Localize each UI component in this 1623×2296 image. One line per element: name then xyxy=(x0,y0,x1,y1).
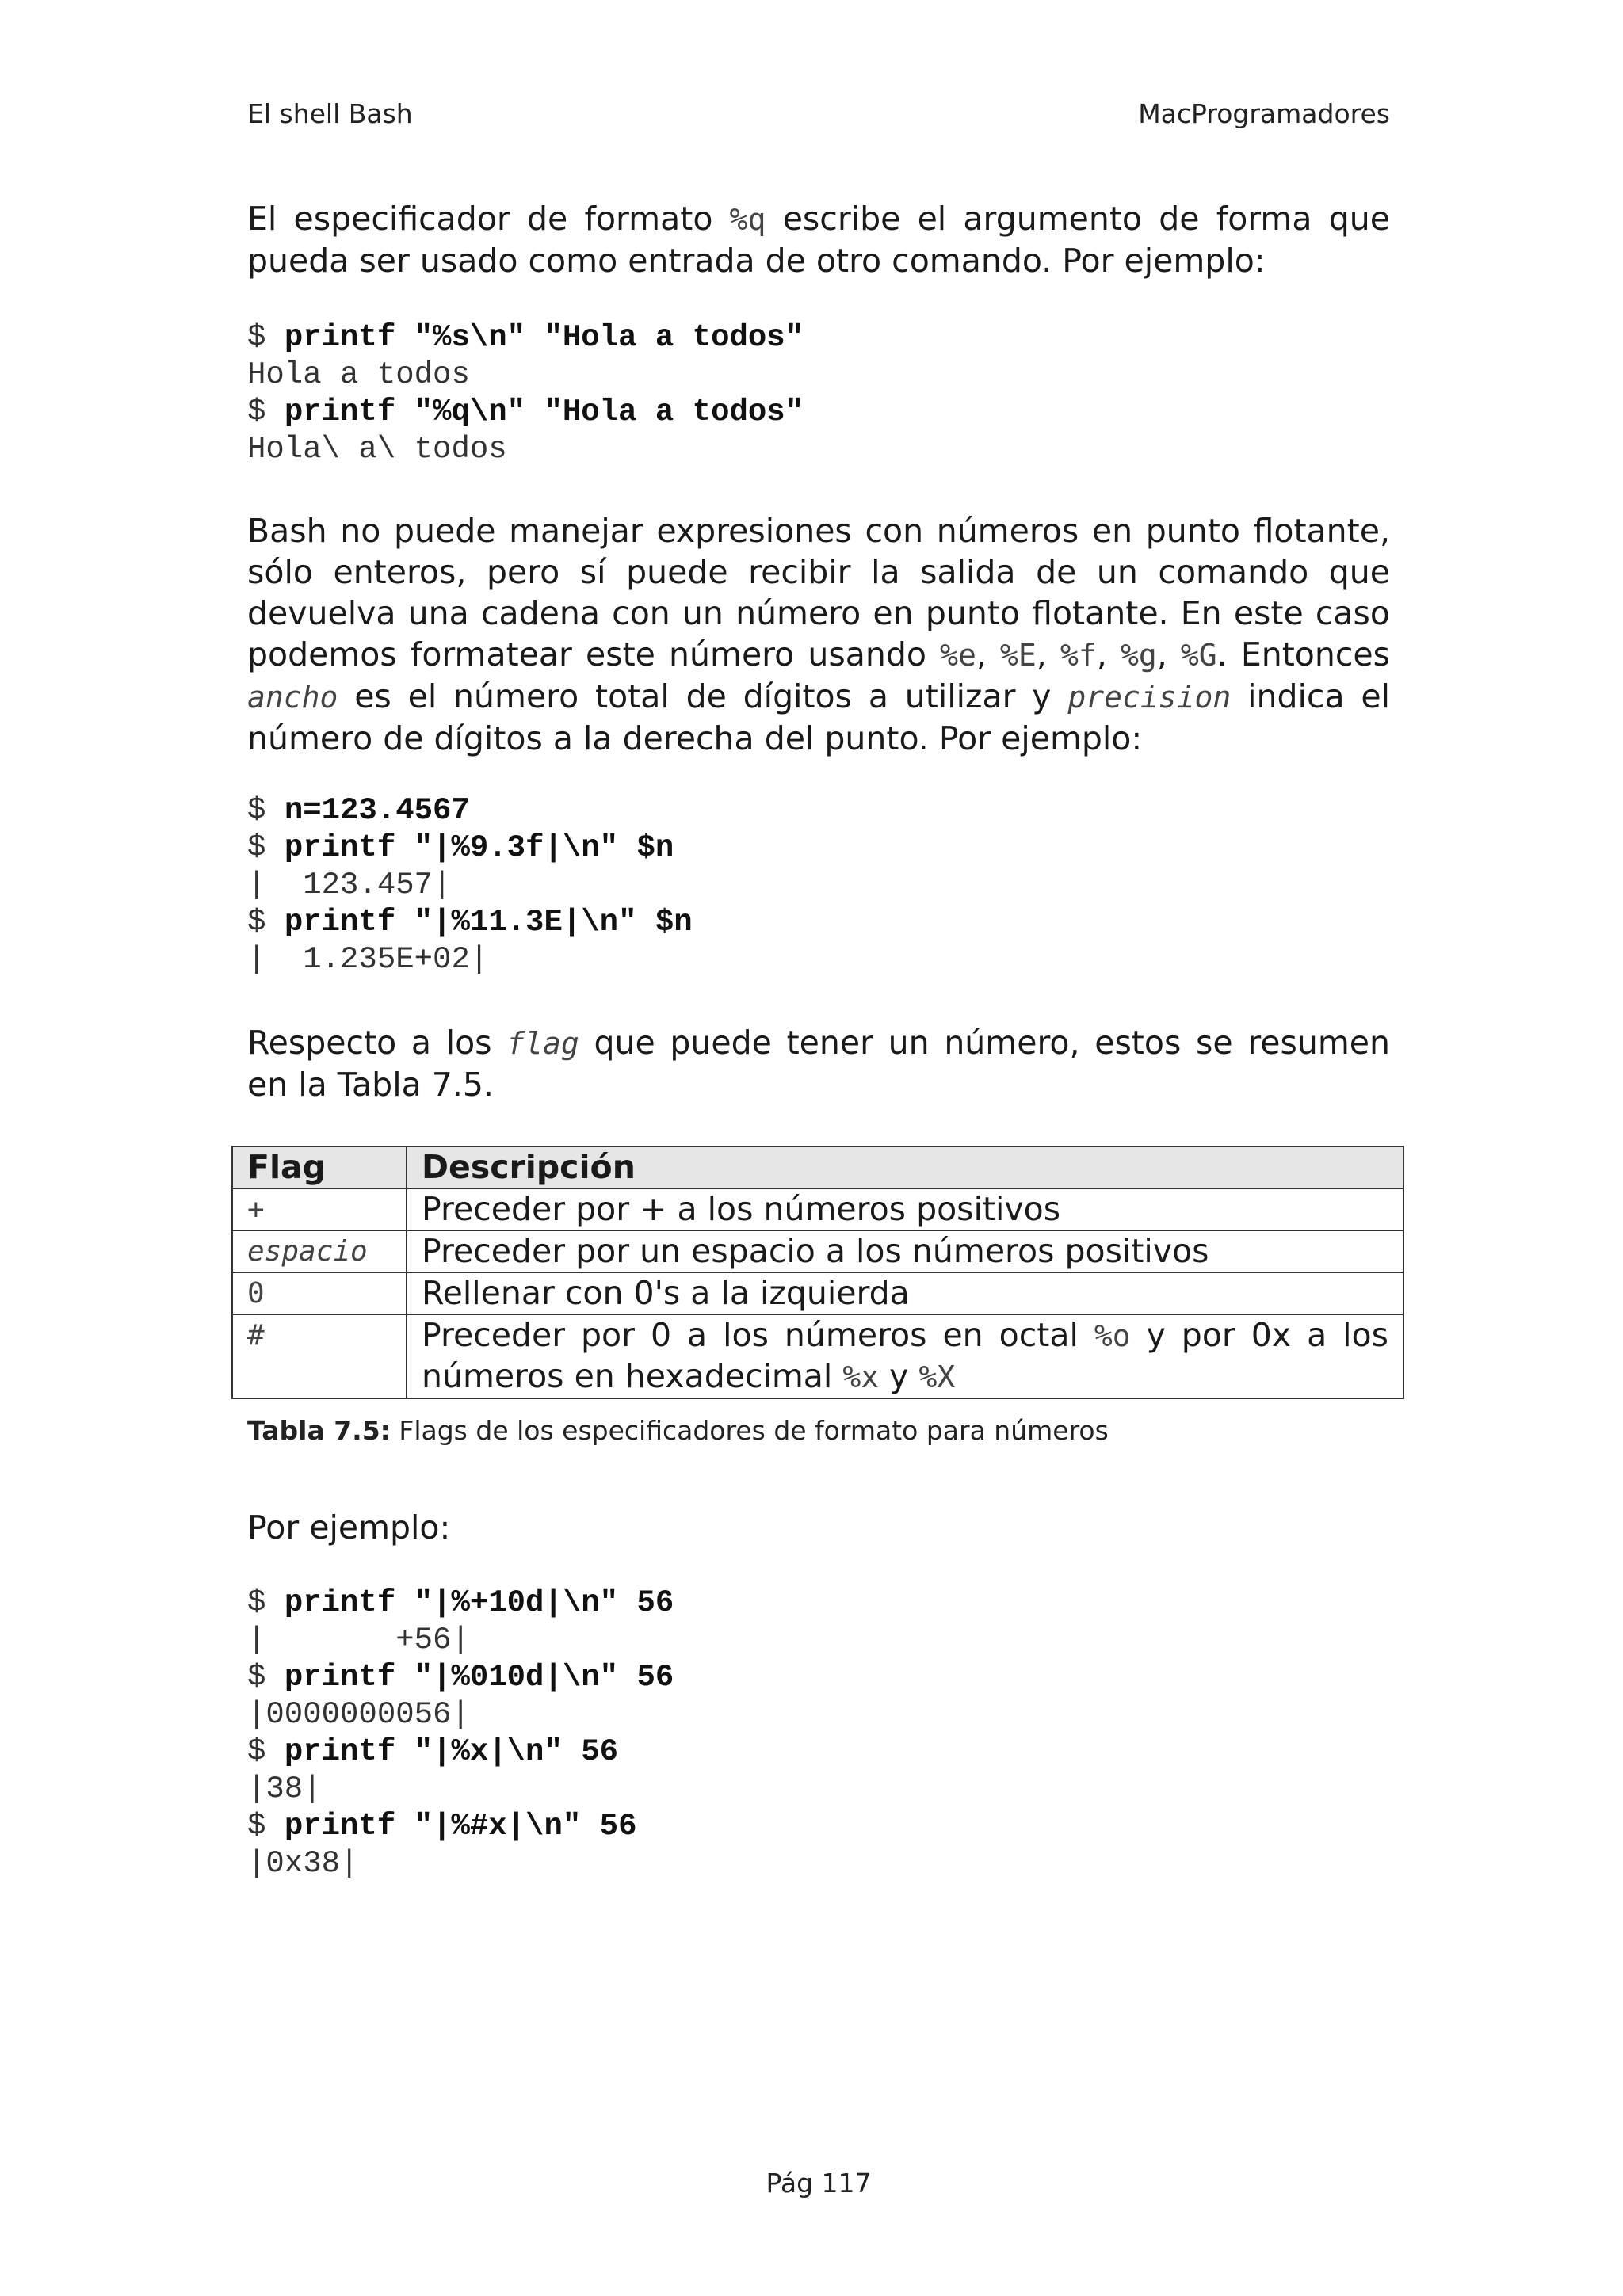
code-line xyxy=(247,1585,1390,1622)
code-line xyxy=(247,941,1390,978)
shell-prompt: $ xyxy=(247,1585,285,1620)
code-line xyxy=(247,830,1390,867)
text-run: , xyxy=(1156,635,1181,673)
shell-command: printf "%q\n" "Hola a todos" xyxy=(284,395,804,429)
description-cell: Preceder por + a los números positivos xyxy=(407,1188,1403,1230)
caption-text: Flags de los especificadores de formato para números xyxy=(390,1415,1109,1446)
column-header-flag: Flag xyxy=(232,1146,407,1188)
shell-command: printf "|%010d|\n" 56 xyxy=(284,1660,674,1695)
command-output: |0x38| xyxy=(247,1846,359,1881)
code-line xyxy=(247,394,1390,431)
table-row xyxy=(232,1230,1403,1272)
shell-command: printf "|%#x|\n" 56 xyxy=(284,1809,637,1844)
code-line xyxy=(247,319,1390,357)
flag-cell: # xyxy=(232,1314,407,1398)
text-run: El especificador de formato xyxy=(247,200,730,238)
text-run: escribe el argumento de forma que pueda ser usado como entrada de otro comando. Por ejemplo: xyxy=(247,200,1390,280)
description-cell: Preceder por un espacio a los números positivos xyxy=(407,1230,1403,1272)
table-row xyxy=(232,1314,1403,1398)
command-output: |38| xyxy=(247,1772,322,1806)
header-book-title: El shell Bash xyxy=(247,98,413,129)
paragraph-flags-intro xyxy=(247,1022,1390,1105)
inline-code: %X xyxy=(918,1360,956,1394)
shell-prompt: $ xyxy=(247,905,285,940)
table-row xyxy=(232,1188,1403,1230)
shell-command: printf "|%9.3f|\n" $n xyxy=(284,830,674,865)
description-cell: Rellenar con 0's a la izquierda xyxy=(407,1272,1403,1314)
table-caption xyxy=(247,1415,1109,1446)
shell-prompt: $ xyxy=(247,1734,285,1769)
inline-code: %E xyxy=(1000,638,1037,673)
code-block-3 xyxy=(247,1585,1390,1882)
inline-code: %e xyxy=(940,638,976,673)
text-run: , xyxy=(1096,635,1121,673)
shell-prompt: $ xyxy=(247,395,285,429)
paragraph-floating-point xyxy=(247,510,1390,759)
text-run: es el número total de dígitos a utilizar y xyxy=(338,677,1068,715)
code-line xyxy=(247,1845,1390,1882)
code-line xyxy=(247,1659,1390,1696)
inline-code-italic: ancho xyxy=(247,680,338,715)
shell-command: n=123.4567 xyxy=(284,793,470,828)
shell-prompt: $ xyxy=(247,320,285,355)
flag-cell: + xyxy=(232,1188,407,1230)
code-line xyxy=(247,867,1390,904)
shell-prompt: $ xyxy=(247,1809,285,1844)
description-cell xyxy=(407,1314,1403,1398)
shell-command: printf "|%x|\n" 56 xyxy=(284,1734,619,1769)
code-line xyxy=(247,1771,1390,1808)
code-line xyxy=(247,357,1390,394)
text-run: Bash no puede manejar expresiones con números en punto flotante, sólo enteros, pero sí puede recibir la salida de un comando que devuelva una cadena con un número en punto flotante. En este caso podemos formatear este número usando xyxy=(247,512,1390,673)
inline-code: %f xyxy=(1060,638,1097,673)
paragraph-por-ejemplo: Por ejemplo: xyxy=(247,1508,451,1547)
caption-label: Tabla 7.5: xyxy=(247,1415,391,1446)
shell-prompt: $ xyxy=(247,793,285,828)
text-run: que puede tener un número, estos se resumen en la Tabla 7.5. xyxy=(247,1024,1390,1104)
flag-cell: 0 xyxy=(232,1272,407,1314)
command-output: Hola a todos xyxy=(247,357,470,392)
inline-code: %o xyxy=(1094,1318,1131,1353)
flags-table xyxy=(231,1146,1404,1399)
inline-code: %x xyxy=(842,1360,880,1394)
table-header-row xyxy=(232,1146,1403,1188)
text-run: , xyxy=(976,635,1001,673)
code-line xyxy=(247,1733,1390,1771)
text-run: y xyxy=(879,1357,919,1395)
code-line xyxy=(247,431,1390,468)
shell-command: printf "|%11.3E|\n" $n xyxy=(284,905,693,940)
shell-command: printf "%s\n" "Hola a todos" xyxy=(284,320,804,355)
command-output: Hola\ a\ todos xyxy=(247,432,507,467)
paragraph-format-q xyxy=(247,198,1390,281)
inline-code-italic: flag xyxy=(506,1026,579,1061)
page-number: Pág 117 xyxy=(766,2168,872,2199)
command-output: | 1.235E+02| xyxy=(247,942,489,977)
text-run: indica el número de dígitos a la derecha del punto. Por ejemplo: xyxy=(247,677,1390,757)
text-run: , xyxy=(1036,635,1060,673)
table-row xyxy=(232,1272,1403,1314)
code-line xyxy=(247,792,1390,830)
code-line xyxy=(247,1696,1390,1733)
command-output: | 123.457| xyxy=(247,868,452,902)
command-output: |0000000056| xyxy=(247,1697,470,1732)
shell-prompt: $ xyxy=(247,1660,285,1695)
code-line xyxy=(247,1622,1390,1659)
code-block-2 xyxy=(247,792,1390,978)
code-line xyxy=(247,904,1390,941)
flag-cell: espacio xyxy=(232,1230,407,1272)
header-publisher: MacProgramadores xyxy=(1138,98,1390,129)
inline-code: %q xyxy=(729,202,766,237)
text-run: Respecto a los xyxy=(247,1024,507,1062)
page-header xyxy=(247,98,1390,133)
shell-command: printf "|%+10d|\n" 56 xyxy=(284,1585,674,1620)
column-header-description: Descripción xyxy=(407,1146,1403,1188)
command-output: | +56| xyxy=(247,1623,470,1657)
code-block-1 xyxy=(247,319,1390,468)
code-line xyxy=(247,1808,1390,1845)
text-run: . Entonces xyxy=(1216,635,1390,673)
text-run: y por 0x a los números en hexadecimal xyxy=(422,1316,1388,1395)
inline-code: %g xyxy=(1120,638,1157,673)
inline-code-italic: precision xyxy=(1067,680,1232,715)
text-run: Preceder por 0 a los números en octal xyxy=(422,1316,1094,1354)
shell-prompt: $ xyxy=(247,830,285,865)
inline-code: %G xyxy=(1180,638,1217,673)
